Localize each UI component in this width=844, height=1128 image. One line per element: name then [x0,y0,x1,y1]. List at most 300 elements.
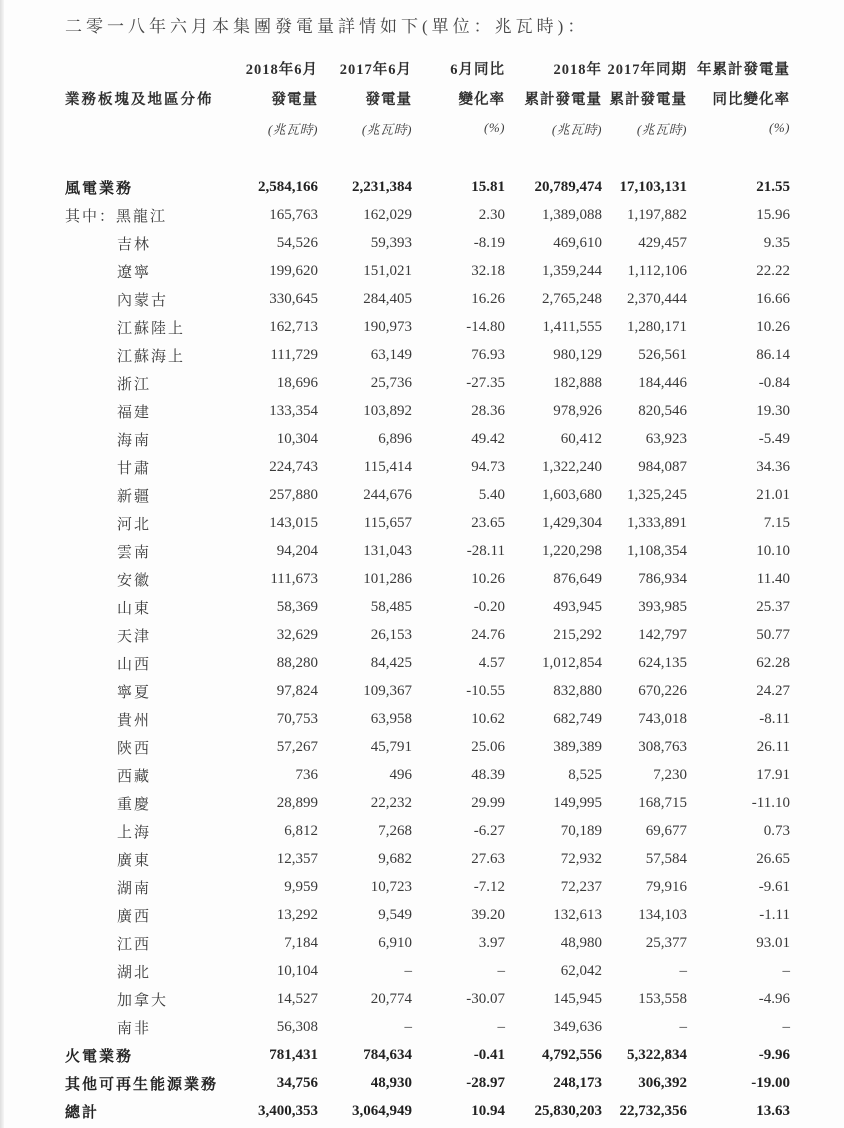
cell-value: 1,108,354 [627,542,687,559]
table-header [65,53,790,143]
page-edge-shading [0,0,4,1128]
row-label [65,817,215,845]
cell-value: 526,561 [638,346,687,363]
cell-value: 48,980 [560,934,602,951]
row-label [65,481,215,509]
row-label-text: 火電業務 [65,1048,134,1065]
cell-value: 28,899 [276,794,318,811]
row-label-text: 遼寧 [117,264,152,281]
table-row [65,957,790,985]
cell-value: 14,527 [276,990,318,1007]
cell-value: 10.94 [471,1102,505,1119]
row-label [65,313,215,341]
cell-value: 17,103,131 [619,178,687,195]
header-unit-mwh-3: (兆瓦時) [551,121,602,137]
row-label-text: 吉林 [117,236,152,253]
table-row [65,1041,790,1069]
table-row [65,369,790,397]
header-segment-region: 業務板塊及地區分佈 [65,91,214,108]
cell-value: – [404,1018,412,1035]
cell-value: 4.57 [478,654,505,671]
cell-value: 736 [295,766,318,783]
table-row [65,285,790,313]
cell-value: 32,629 [276,626,318,643]
cell-value: 48.39 [471,766,505,783]
cell-value: 48,930 [370,1074,412,1091]
cell-value: 624,135 [638,654,687,671]
cell-value: -1.11 [759,906,790,923]
cell-value: 76.93 [471,346,505,363]
header-gap-row [65,143,790,173]
cell-value: 7,268 [378,822,412,839]
table-row [65,565,790,593]
cell-value: 69,677 [645,822,687,839]
row-label-text: 天津 [117,628,152,645]
row-label [65,1013,215,1041]
cell-value: 6,812 [284,822,318,839]
row-label-text: 甘肅 [117,460,152,477]
header-jun-yoy: 6月同比 [450,61,505,78]
header-row-units [65,113,790,143]
cell-value: 1,389,088 [542,206,602,223]
cell-value: -0.84 [758,374,790,391]
row-label-prefix: 其中： [65,208,117,225]
header-generation-2: 發電量 [365,91,412,108]
row-label [65,845,215,873]
row-label-text: 安徽 [117,572,152,589]
table-row [65,901,790,929]
cell-value: 1,012,854 [542,654,602,671]
cell-value: 63,923 [645,430,687,447]
table-row [65,985,790,1013]
cell-value: -0.20 [473,598,505,615]
cell-value: 25,736 [370,374,412,391]
cell-value: 20,774 [370,990,412,1007]
cell-value: 58,369 [276,598,318,615]
table-row [65,229,790,257]
cell-value: 9,959 [284,878,318,895]
cell-value: 984,087 [638,458,687,475]
table-row [65,481,790,509]
header-spacer [65,53,215,83]
cell-value: 9,682 [378,850,412,867]
table-row [65,789,790,817]
cell-value: 784,634 [363,1046,412,1063]
cell-value: 224,743 [269,458,318,475]
cell-value: 62,042 [560,962,602,979]
cell-value: 199,620 [269,262,318,279]
cell-value: -28.11 [466,542,505,559]
cell-value: 18,696 [276,374,318,391]
cell-value: 50.77 [756,626,790,643]
cell-value: 149,995 [553,794,602,811]
table-row [65,1069,790,1097]
table-row [65,733,790,761]
cell-value: 184,446 [638,374,687,391]
header-unit-pct-2: (%) [769,120,790,135]
row-label-text: 雲南 [117,544,152,561]
cell-value: 72,237 [560,878,602,895]
row-label [65,901,215,929]
cell-value: 20,789,474 [534,178,602,195]
cell-value: 93.01 [756,934,790,951]
cell-value: 29.99 [471,794,505,811]
header-unit-mwh-1: (兆瓦時) [267,121,318,137]
cell-value: 12,357 [276,850,318,867]
cell-value: 496 [389,766,412,783]
cell-value: -8.11 [759,710,790,727]
header-change-rate-1: 變化率 [458,91,505,108]
cell-value: 670,226 [638,682,687,699]
cell-value: 10,104 [276,962,318,979]
cell-value: – [497,962,505,979]
cell-value: – [782,962,790,979]
row-label-text: 福建 [117,404,152,421]
cell-value: 2,584,166 [258,178,318,195]
cell-value: 1,220,298 [542,542,602,559]
cell-value: – [497,1018,505,1035]
cell-value: 493,945 [553,598,602,615]
row-label [65,621,215,649]
cell-value: 24.27 [756,682,790,699]
cell-value: 84,425 [370,654,412,671]
cell-value: 25,377 [645,934,687,951]
header-generation-1: 發電量 [271,91,318,108]
cell-value: 393,985 [638,598,687,615]
row-label-text: 上海 [117,824,152,841]
cell-value: 743,018 [638,710,687,727]
row-label [65,1041,215,1069]
cell-value: 94.73 [471,458,505,475]
cell-value: 284,405 [363,290,412,307]
cell-value: 23.65 [471,514,505,531]
cell-value: 57,267 [276,738,318,755]
row-label-text: 山西 [117,656,152,673]
row-label [65,229,215,257]
row-label [65,565,215,593]
cell-value: 9,549 [378,906,412,923]
table-row [65,313,790,341]
row-label [65,593,215,621]
cell-value: -5.49 [758,430,790,447]
cell-value: 781,431 [269,1046,318,1063]
row-label-text: 湖北 [117,964,152,981]
cell-value: -30.07 [466,990,505,1007]
header-row-period [65,53,790,83]
cell-value: 7.15 [763,514,790,531]
cell-value: 115,414 [363,458,412,475]
row-label [65,285,215,313]
cell-value: 32.18 [471,262,505,279]
table-row [65,341,790,369]
cell-value: 103,892 [363,402,412,419]
cell-value: -8.19 [473,234,505,251]
table-row [65,705,790,733]
row-label-text: 其他可再生能源業務 [65,1076,219,1093]
cell-value: – [679,962,687,979]
cell-value: 980,129 [553,346,602,363]
cell-value: 13.63 [756,1102,790,1119]
cell-value: -11.10 [751,794,790,811]
cell-value: 34.36 [756,458,790,475]
row-label [65,1097,215,1125]
cell-value: 8,525 [568,766,602,783]
cell-value: 25.37 [756,598,790,615]
cell-value: -9.61 [758,878,790,895]
cell-value: 15.96 [756,206,790,223]
cell-value: 63,958 [370,710,412,727]
cell-value: 132,613 [553,906,602,923]
cell-value: 1,603,680 [542,486,602,503]
cell-value: 1,322,240 [542,458,602,475]
cell-value: 1,325,245 [627,486,687,503]
table-row [65,509,790,537]
table-row [65,677,790,705]
cell-value: 22,232 [370,794,412,811]
row-label [65,341,215,369]
cell-value: 3.97 [478,934,505,951]
table-row [65,929,790,957]
row-label-text: 江蘇陸上 [117,320,186,337]
cell-value: 330,645 [269,290,318,307]
cell-value: 70,753 [276,710,318,727]
row-label-text: 山東 [117,600,152,617]
cell-value: 168,715 [638,794,687,811]
cell-value: 10,723 [370,878,412,895]
header-cum-gen-2: 累計發電量 [609,91,687,108]
cell-value: 21.55 [756,178,790,195]
cell-value: 215,292 [553,626,602,643]
cell-value: – [404,962,412,979]
cell-value: 469,610 [553,234,602,251]
cell-value: 115,657 [363,514,412,531]
row-label [65,677,215,705]
cell-value: 820,546 [638,402,687,419]
cell-value: 109,367 [363,682,412,699]
cell-value: -0.41 [473,1046,505,1063]
cell-value: 59,393 [370,234,412,251]
row-label [65,537,215,565]
row-label-text: 加拿大 [117,992,169,1009]
cell-value: 786,934 [638,570,687,587]
cell-value: 70,189 [560,822,602,839]
cell-value: 165,763 [269,206,318,223]
row-label [65,425,215,453]
cell-value: 133,354 [269,402,318,419]
cell-value: 0.73 [763,822,790,839]
cell-value: 153,558 [638,990,687,1007]
row-label-text: 西藏 [117,768,152,785]
row-label [65,1069,219,1097]
cell-value: 7,230 [653,766,687,783]
generation-table [65,53,790,1125]
cell-value: 24.76 [471,626,505,643]
row-label [65,649,215,677]
cell-value: 7,184 [284,934,318,951]
cell-value: 10.26 [471,570,505,587]
cell-value: 389,389 [553,738,602,755]
row-label-text: 湖南 [117,880,152,897]
cell-value: 151,021 [363,262,412,279]
header-unit-pct-1: (%) [484,120,505,135]
row-label [65,985,215,1013]
cell-value: 134,103 [638,906,687,923]
cell-value: 162,029 [363,206,412,223]
cell-value: -10.55 [466,682,505,699]
page-title: 二零一八年六月本集團發電量詳情如下(單位：兆瓦時)： [65,17,589,36]
cell-value: 142,797 [638,626,687,643]
cell-value: -7.12 [473,878,505,895]
cell-value: 3,064,949 [352,1102,412,1119]
table-row [65,845,790,873]
header-unit-mwh-2: (兆瓦時) [361,121,412,137]
row-label-text: 河北 [117,516,152,533]
cell-value: 5,322,834 [627,1046,687,1063]
cell-value: 27.63 [471,850,505,867]
row-label [65,761,215,789]
row-label [65,957,215,985]
cell-value: 6,910 [378,934,412,951]
cell-value: 62.28 [756,654,790,671]
header-2018-cum: 2018年 [553,61,602,78]
table-row [65,873,790,901]
header-change-rate-2: 同比變化率 [712,91,790,108]
row-label [65,201,215,229]
header-row-metric [65,83,790,113]
cell-value: 4,792,556 [542,1046,602,1063]
cell-value: 2,765,248 [542,290,602,307]
table-row [65,201,790,229]
cell-value: 28.36 [471,402,505,419]
header-2018-jun: 2018年6月 [245,61,318,78]
row-label-text: 內蒙古 [117,292,169,309]
cell-value: 54,526 [276,234,318,251]
row-label-text: 海南 [117,432,152,449]
cell-value: 682,749 [553,710,602,727]
cell-value: 39.20 [471,906,505,923]
cell-value: 5.40 [478,486,505,503]
cell-value: 257,880 [269,486,318,503]
cell-value: 162,713 [269,318,318,335]
cell-value: 79,916 [645,878,687,895]
cell-value: 248,173 [553,1074,602,1091]
table-row [65,1013,790,1041]
table-row [65,257,790,285]
header-2017-jun: 2017年6月 [339,61,412,78]
cell-value: 190,973 [363,318,412,335]
cell-value: 58,485 [370,598,412,615]
table-row [65,397,790,425]
cell-value: 1,280,171 [627,318,687,335]
cell-value: 10,304 [276,430,318,447]
cell-value: 17.91 [756,766,790,783]
row-label [65,509,215,537]
cell-value: 19.30 [756,402,790,419]
cell-value: 1,429,304 [542,514,602,531]
table-row [65,761,790,789]
cell-value: -27.35 [466,374,505,391]
cell-value: 10.26 [756,318,790,335]
table-row [65,537,790,565]
table-row [65,621,790,649]
cell-value: 182,888 [553,374,602,391]
row-label-text: 貴州 [117,712,152,729]
cell-value: 34,756 [276,1074,318,1091]
cell-value: 16.66 [756,290,790,307]
table-row [65,593,790,621]
row-label-text: 風電業務 [65,180,134,197]
cell-value: 3,400,353 [258,1102,318,1119]
table-row [65,817,790,845]
cell-value: 2.30 [478,206,505,223]
header-unit-mwh-4: (兆瓦時) [636,121,687,137]
cell-value: 2,370,444 [627,290,687,307]
cell-value: -14.80 [466,318,505,335]
row-label [65,929,215,957]
cell-value: 26,153 [370,626,412,643]
header-units-spacer [65,113,215,143]
header-2017-cum: 2017年同期 [607,61,687,78]
row-label [65,453,215,481]
cell-value: 10.10 [756,542,790,559]
cell-value: 306,392 [638,1074,687,1091]
cell-value: – [782,1018,790,1035]
cell-value: 832,880 [553,682,602,699]
cell-value: 131,043 [363,542,412,559]
cell-value: 26.11 [756,738,790,755]
row-label-text: 浙江 [117,376,152,393]
cell-value: 94,204 [276,542,318,559]
row-label [65,257,215,285]
cell-value: 9.35 [763,234,790,251]
row-label-text: 廣西 [117,908,152,925]
cell-value: 876,649 [553,570,602,587]
row-label-text: 新疆 [117,488,152,505]
cell-value: 16.26 [471,290,505,307]
row-label-text: 陝西 [117,740,152,757]
table-row [65,649,790,677]
row-label-text: 江蘇海上 [117,348,186,365]
cell-value: 22.22 [756,262,790,279]
table-row [65,425,790,453]
cell-value: 21.01 [756,486,790,503]
cell-value: -9.96 [758,1046,790,1063]
cell-value: 1,359,244 [542,262,602,279]
cell-value: 72,932 [560,850,602,867]
cell-value: 97,824 [276,682,318,699]
cell-value: 111,673 [270,570,318,587]
cell-value: 6,896 [378,430,412,447]
row-label-text: 江西 [117,936,152,953]
cell-value: -4.96 [758,990,790,1007]
cell-value: 15.81 [471,178,505,195]
cell-value: 88,280 [276,654,318,671]
table-row [65,453,790,481]
cell-value: 45,791 [370,738,412,755]
row-label [65,733,215,761]
cell-value: 145,945 [553,990,602,1007]
cell-value: 308,763 [638,738,687,755]
row-label-text: 南非 [117,1020,152,1037]
row-label-text: 總計 [65,1104,100,1121]
cell-value: 1,197,882 [627,206,687,223]
cell-value: 1,333,891 [627,514,687,531]
cell-value: 349,636 [553,1018,602,1035]
cell-value: -6.27 [473,822,505,839]
cell-value: 2,231,384 [352,178,412,195]
row-label [65,397,215,425]
cell-value: 1,112,106 [627,262,687,279]
